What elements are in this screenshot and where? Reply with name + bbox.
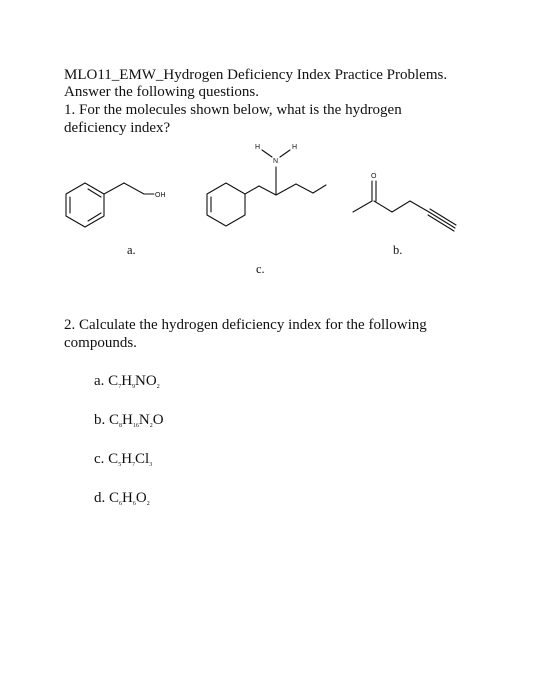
document-title: MLO11_EMW_Hydrogen Deficiency Index Practice Problems.: [64, 67, 448, 83]
question-2-line-2: compounds.: [64, 335, 137, 351]
molecule-a-label: a.: [127, 243, 136, 257]
formula-b: b. $C_8H_{16}N_2O$: [94, 412, 164, 429]
hydroxyl-label: OH: [155, 192, 166, 199]
molecule-b-structure: [353, 181, 456, 231]
question-1-line-2: deficiency index?: [64, 120, 171, 136]
oxygen-label: O: [371, 173, 377, 180]
molecule-c-structure: [207, 150, 326, 226]
hydrogen-label-right: H: [292, 144, 298, 151]
formula-c: c. $C_5H_7Cl_3$: [94, 451, 153, 468]
hydrogen-label-left: H: [255, 144, 261, 151]
molecule-structures: [0, 0, 541, 290]
formula-d: d. $C_6H_6O_2$: [94, 490, 150, 507]
instructions-text: Answer the following questions.: [64, 84, 259, 100]
molecule-a-structure: [66, 183, 154, 227]
molecule-b-label: b.: [393, 243, 403, 257]
formula-a: a. $C_7H_9NO_2$: [94, 373, 160, 390]
question-1-line-1: 1. For the molecules shown below, what is the hydrogen: [64, 102, 402, 118]
question-2-line-1: 2. Calculate the hydrogen deficiency index for the following: [64, 317, 427, 333]
molecule-c-label: c.: [256, 262, 265, 276]
nitrogen-label: N: [273, 158, 279, 165]
